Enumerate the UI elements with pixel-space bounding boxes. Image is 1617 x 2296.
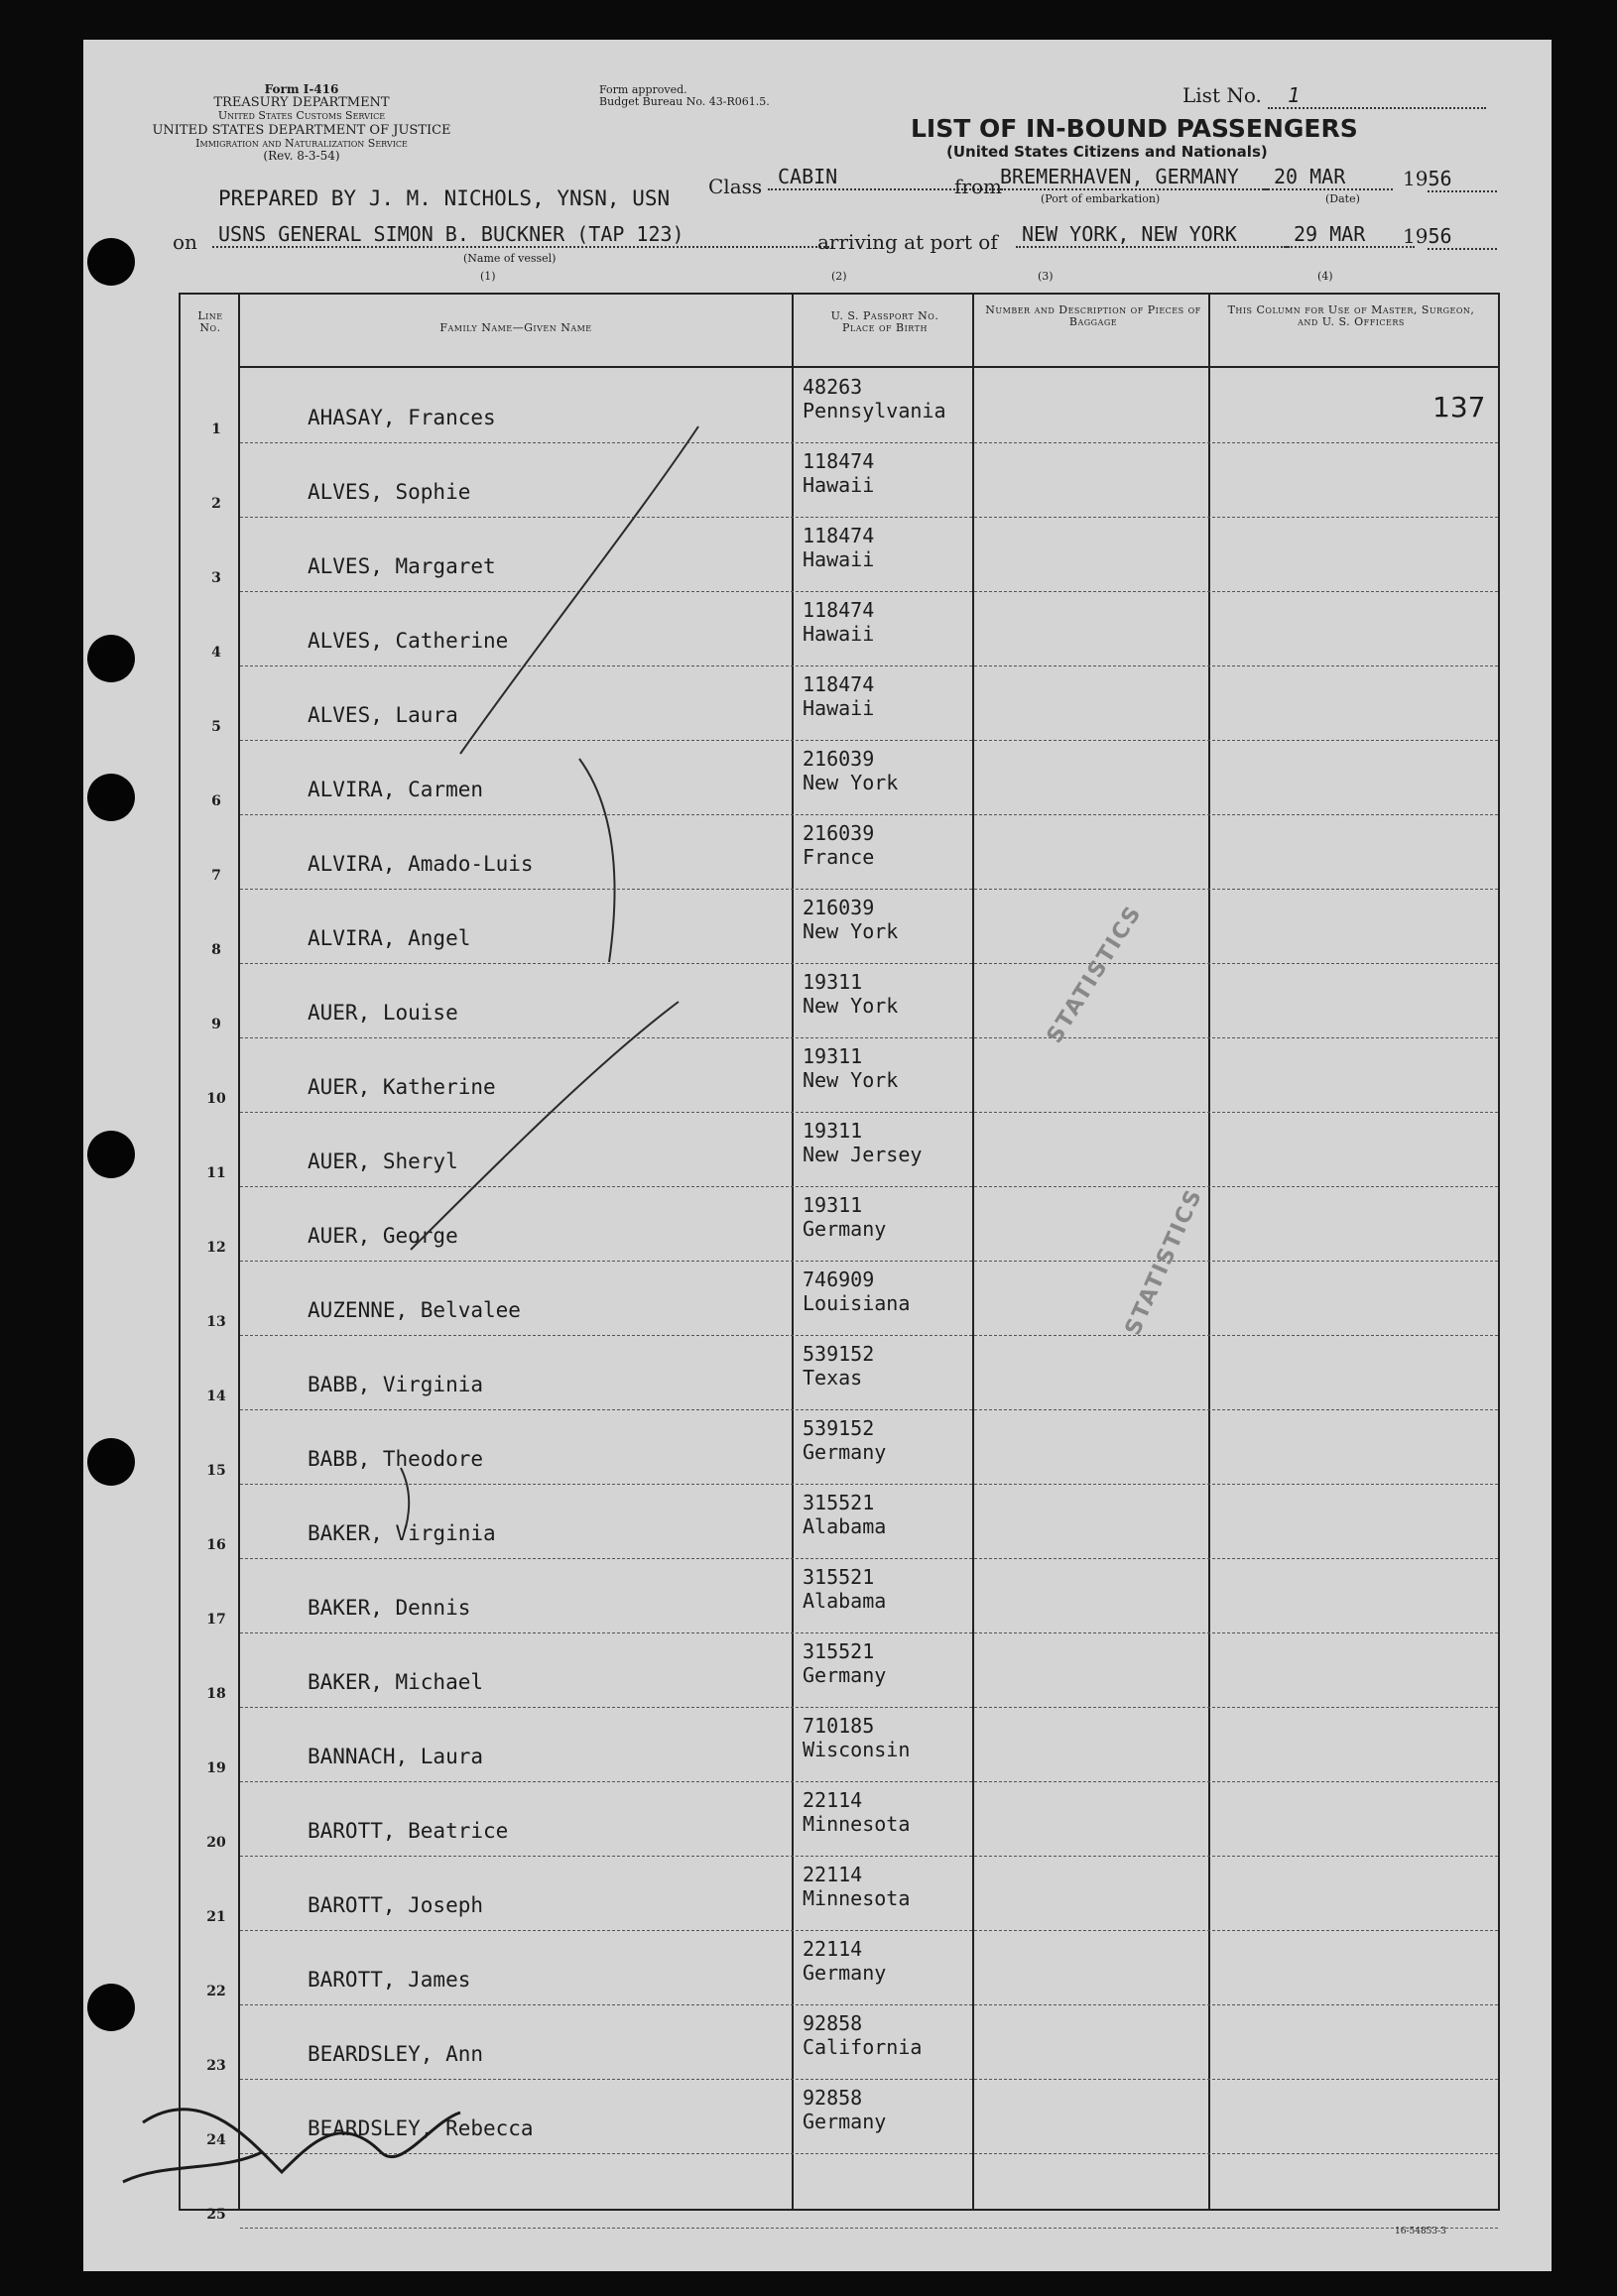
from-value: BREMERHAVEN, GERMANY	[1000, 165, 1268, 190]
pen-marks	[83, 40, 1552, 2271]
place-of-birth: New York	[803, 1068, 899, 1092]
customs-service: United States Customs Service	[217, 109, 386, 122]
place-of-birth: Minnesota	[803, 1886, 911, 1910]
line-number: 15	[206, 1463, 226, 1479]
passenger-name: ALVIRA, Carmen	[308, 778, 484, 801]
on-label: on	[173, 230, 197, 254]
line-number: 3	[211, 570, 221, 586]
passenger-name: AUER, Sheryl	[308, 1149, 458, 1173]
passenger-name: ALVES, Sophie	[308, 480, 471, 504]
list-no-label: List No.	[1182, 83, 1262, 107]
vessel-caption: (Name of vessel)	[463, 252, 557, 265]
page-subtitle: (United States Citizens and Nationals)	[946, 143, 1268, 161]
line-number: 6	[211, 793, 221, 809]
page-title: LIST OF IN-BOUND PASSENGERS	[911, 114, 1358, 143]
line-number: 20	[206, 1835, 226, 1851]
place-of-birth: France	[803, 845, 875, 869]
place-of-birth: New York	[803, 919, 899, 943]
place-of-birth: Alabama	[803, 1514, 887, 1538]
line-number: 17	[206, 1612, 226, 1628]
line-number: 11	[206, 1165, 226, 1181]
passenger-name: BABB, Theodore	[308, 1447, 484, 1471]
passenger-name: ALVES, Catherine	[308, 629, 509, 653]
depart-year-suffix: 56	[1428, 167, 1497, 192]
date-caption: (Date)	[1325, 192, 1360, 205]
passport-number: 315521	[803, 1565, 875, 1589]
from-label: from	[954, 175, 1002, 198]
line-number: 2	[211, 496, 221, 512]
passenger-name: BAKER, Dennis	[308, 1596, 471, 1620]
arrival-date: 29 MAR	[1284, 222, 1415, 248]
statistics-stamp-2: STATISTICS	[1120, 1184, 1208, 1340]
statistics-stamp-1: STATISTICS	[1042, 901, 1148, 1048]
passport-number: 92858	[803, 2011, 863, 2035]
col-number-2: (2)	[831, 270, 847, 283]
col-number-4: (4)	[1317, 270, 1333, 283]
passport-number: 22114	[803, 1788, 863, 1812]
passport-number: 710185	[803, 1714, 875, 1738]
passenger-name: BABB, Virginia	[308, 1373, 484, 1396]
line-number: 12	[206, 1240, 226, 1256]
arrival-port: NEW YORK, NEW YORK	[1016, 222, 1290, 248]
arrival-year-prefix: 19	[1403, 224, 1429, 248]
passport-number: 22114	[803, 1863, 863, 1886]
punch-hole	[87, 1438, 135, 1486]
passport-number: 746909	[803, 1268, 875, 1291]
line-number: 10	[206, 1091, 226, 1107]
place-of-birth: Germany	[803, 1217, 887, 1241]
passport-number: 22114	[803, 1937, 863, 1961]
punch-hole	[87, 1131, 135, 1178]
place-of-birth: Minnesota	[803, 1812, 911, 1836]
line-number: 9	[211, 1017, 221, 1032]
passport-number: 19311	[803, 1193, 863, 1217]
prepared-by: PREPARED BY J. M. NICHOLS, YNSN, USN	[218, 186, 671, 210]
place-of-birth: Hawaii	[803, 473, 875, 497]
passenger-name: AUER, Katherine	[308, 1075, 496, 1099]
header-family-name: Family Name—Given Name	[439, 321, 592, 334]
line-number: 19	[206, 1760, 226, 1776]
approval-line-1: Form approved.	[599, 83, 687, 96]
place-of-birth: Pennsylvania	[803, 399, 946, 423]
place-of-birth: New York	[803, 771, 899, 794]
passenger-name: BEARDSLEY, Rebecca	[308, 2116, 534, 2140]
passenger-name: AUER, George	[308, 1224, 458, 1248]
place-of-birth: California	[803, 2035, 923, 2059]
line-number: 13	[206, 1314, 226, 1330]
passenger-name: ALVIRA, Angel	[308, 926, 471, 950]
passenger-name: AHASAY, Frances	[308, 406, 496, 429]
place-of-birth: Hawaii	[803, 696, 875, 720]
line-number: 22	[206, 1984, 226, 1999]
passenger-name: AUZENNE, Belvalee	[308, 1298, 521, 1322]
passenger-name: BEARDSLEY, Ann	[308, 2042, 484, 2066]
place-of-birth: Texas	[803, 1366, 863, 1390]
col-number-1: (1)	[480, 270, 496, 283]
embark-caption: (Port of embarkation)	[1041, 192, 1161, 205]
passenger-name: AUER, Louise	[308, 1001, 458, 1025]
passport-number: 92858	[803, 2086, 863, 2110]
place-of-birth: New Jersey	[803, 1143, 923, 1166]
passenger-name: BAROTT, Joseph	[308, 1893, 484, 1917]
form-revision: (Rev. 8-3-54)	[263, 149, 340, 163]
ins-service: Immigration and Naturalization Service	[195, 137, 408, 150]
passport-number: 216039	[803, 821, 875, 845]
line-number: 1	[211, 422, 221, 437]
header-line-no: Line No.	[197, 309, 223, 334]
passport-number: 19311	[803, 1044, 863, 1068]
punch-hole	[87, 635, 135, 682]
line-number: 4	[211, 645, 221, 661]
line-number: 16	[206, 1537, 226, 1553]
line-number: 7	[211, 868, 221, 884]
passenger-name: BAROTT, James	[308, 1968, 471, 1992]
passenger-name: ALVIRA, Amado-Luis	[308, 852, 534, 876]
passport-number: 19311	[803, 1119, 863, 1143]
place-of-birth: Germany	[803, 2110, 887, 2133]
justice-dept: UNITED STATES DEPARTMENT OF JUSTICE	[152, 123, 451, 138]
place-of-birth: Hawaii	[803, 547, 875, 571]
passport-number: 315521	[803, 1639, 875, 1663]
col-number-3: (3)	[1038, 270, 1054, 283]
place-of-birth: New York	[803, 994, 899, 1018]
passenger-name: BAKER, Virginia	[308, 1521, 496, 1545]
depart-date: 20 MAR	[1264, 165, 1393, 190]
punch-hole	[87, 774, 135, 821]
depart-year-prefix: 19	[1403, 167, 1429, 190]
approval-line-2: Budget Bureau No. 43-R061.5.	[599, 95, 770, 108]
passenger-name: BANNACH, Laura	[308, 1745, 484, 1768]
place-of-birth: Germany	[803, 1663, 887, 1687]
passport-number: 216039	[803, 747, 875, 771]
place-of-birth: Louisiana	[803, 1291, 911, 1315]
line-number: 14	[206, 1389, 226, 1404]
class-label: Class	[708, 175, 763, 198]
passport-number: 118474	[803, 524, 875, 547]
official-note: 137	[1432, 391, 1486, 423]
form-number: Form I-416	[264, 82, 339, 96]
header-baggage: Number and Description of Pieces of Baggage	[985, 303, 1201, 328]
arrival-year-suffix: 56	[1428, 224, 1497, 250]
header-passport: U. S. Passport No. Place of Birth	[830, 309, 939, 334]
place-of-birth: Hawaii	[803, 622, 875, 646]
list-no-value: 1	[1268, 83, 1486, 109]
passport-number: 118474	[803, 598, 875, 622]
passport-number: 539152	[803, 1342, 875, 1366]
punch-hole	[87, 1984, 135, 2031]
arriving-label: arriving at port of	[817, 230, 998, 254]
place-of-birth: Wisconsin	[803, 1738, 911, 1761]
passport-number: 539152	[803, 1416, 875, 1440]
passport-number: 19311	[803, 970, 863, 994]
line-number: 21	[206, 1909, 226, 1925]
line-number: 18	[206, 1686, 226, 1702]
passenger-name: ALVES, Margaret	[308, 554, 496, 578]
line-number: 24	[206, 2132, 226, 2148]
punch-hole	[87, 238, 135, 286]
passport-number: 216039	[803, 896, 875, 919]
place-of-birth: Alabama	[803, 1589, 887, 1613]
line-number: 25	[206, 2207, 226, 2223]
place-of-birth: Germany	[803, 1961, 887, 1985]
vessel-name: USNS GENERAL SIMON B. BUCKNER (TAP 123)	[212, 222, 833, 248]
treasury-dept: TREASURY DEPARTMENT	[213, 95, 390, 110]
passenger-name: ALVES, Laura	[308, 703, 458, 727]
form-print-code: 16-54853-3	[1395, 2227, 1446, 2236]
line-number: 23	[206, 2058, 226, 2074]
document-page	[83, 40, 1552, 2271]
line-number: 8	[211, 942, 221, 958]
passport-number: 315521	[803, 1491, 875, 1514]
class-value: CABIN	[768, 165, 1006, 190]
place-of-birth: Germany	[803, 1440, 887, 1464]
passenger-name: BAROTT, Beatrice	[308, 1819, 509, 1843]
passport-number: 118474	[803, 449, 875, 473]
passport-number: 48263	[803, 375, 863, 399]
passenger-name: BAKER, Michael	[308, 1670, 484, 1694]
passport-number: 118474	[803, 672, 875, 696]
header-officers: This Column for Use of Master, Surgeon, and U. S. Officers	[1227, 303, 1475, 328]
line-number: 5	[211, 719, 221, 735]
